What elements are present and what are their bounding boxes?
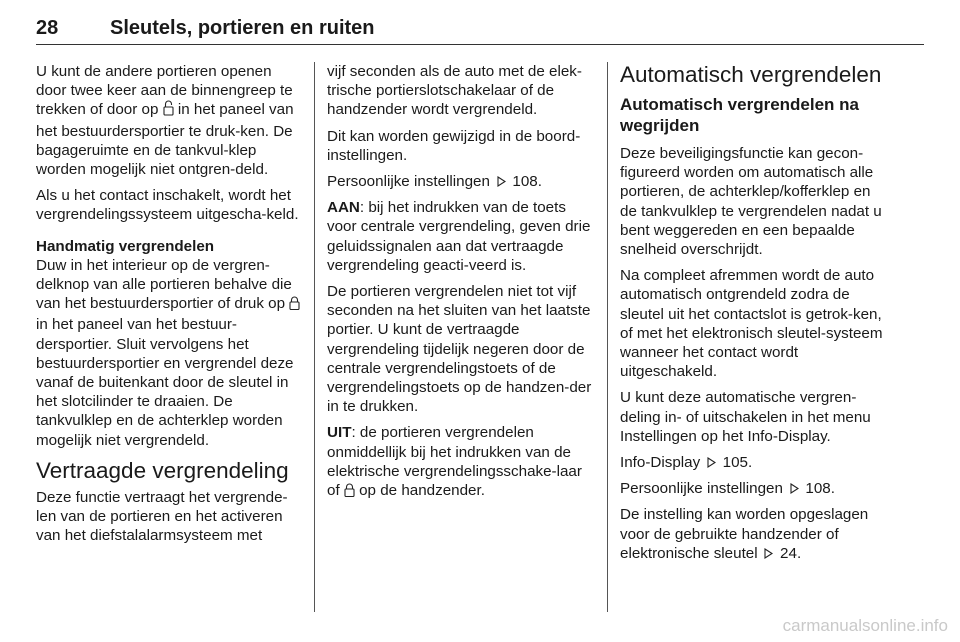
paragraph bbox=[620, 479, 888, 498]
column-right bbox=[620, 62, 888, 612]
column-middle bbox=[327, 62, 593, 612]
text: 24. bbox=[775, 544, 802, 562]
triangle-right-icon bbox=[494, 172, 508, 191]
text: Info-Display bbox=[620, 454, 705, 472]
page-header bbox=[36, 8, 924, 45]
paragraph bbox=[327, 172, 593, 191]
padlock-open-icon bbox=[163, 100, 174, 121]
paragraph: U kunt deze automatische vergren-deling in- of uitschakelen in het menu Instellingen op het Info-Display. bbox=[620, 389, 871, 445]
paragraph bbox=[620, 453, 888, 472]
paragraph: De portieren vergrendelen niet tot vijf seconden na het sluiten van het laatste portier. U kunt de vertraagde vergrendeling tijdelijk negeren door de centrale vergrendelingstoets of de vergrendelingstoets op de handzen-der in te drukken. bbox=[327, 283, 592, 416]
text: in het paneel van het bestuur-dersportier. Sluit vervolgens het bestuurdersportier en vergrendel deze vanaf de buitenkant door de sleutel in het slotcilinder te draaien. De tankvulklep en de achterklep worden mogelijk niet vergrendeld. bbox=[36, 316, 294, 449]
text: Persoonlijke instellingen bbox=[620, 480, 788, 498]
paragraph: Deze functie vertraagt het vergrende-len van de portieren en het activeren van het diefstalalarmsysteem met bbox=[36, 488, 288, 545]
text: U kunt de andere portieren openen door twee keer aan de binnengreep te trekken of door op bbox=[36, 63, 293, 119]
column-left bbox=[36, 62, 304, 612]
text: : de portieren vergrendelen onmiddellijk bij het indrukken van de elektrische vergrendelingsschake-laar of bbox=[327, 424, 582, 500]
text: in het paneel van het bestuurdersportier te druk-ken. De bagageruimte en de tankvul-klep worden mogelijk niet ontgren-deld. bbox=[36, 101, 294, 179]
paragraph bbox=[327, 423, 593, 502]
paragraph: Dit kan worden gewijzigd in de boord-instellingen. bbox=[327, 127, 581, 164]
section-heading: Vertraagde vergrendeling bbox=[36, 457, 289, 483]
text: 105. bbox=[718, 454, 753, 472]
text: De instelling kan worden opgeslagen voor de gebruikte handzender of elektronische sleutel bbox=[620, 506, 869, 562]
subsection-heading: Automatisch vergrendelen na wegrijden bbox=[620, 95, 860, 135]
subheading: Handmatig vergrendelen bbox=[36, 237, 215, 255]
paragraph bbox=[620, 505, 888, 563]
paragraph: Na compleet afremmen wordt de auto automatisch ontgrendeld zodra de sleutel uit het contactslot is getrok-ken, of met het elektronisch sleutel-systeem wanneer het contact wordt uitgeschakeld. bbox=[620, 267, 883, 381]
text: : bij het indrukken van de toets voor centrale vergrendeling, geven drie geluidssignalen aan dat vertraagde vergrendeling geacti-veerd is. bbox=[327, 199, 591, 274]
paragraph: vijf seconden als de auto met de elek-trische portierslotschakelaar of de handzender wordt vergrendeld. bbox=[327, 63, 582, 119]
section-heading: Automatisch vergrendelen bbox=[620, 62, 882, 87]
text: 108. bbox=[801, 480, 835, 498]
text: op de handzender. bbox=[354, 482, 485, 500]
text: Duw in het interieur op de vergren-delknop van alle portieren behalve die van het bestuurdersportier of druk op bbox=[36, 256, 292, 313]
column-divider bbox=[314, 62, 315, 612]
paragraph: Deze beveiligingsfunctie kan gecon-figureerd worden om automatisch alle portieren, de achterklep/kofferklep en de tankvulklep te vergrendelen nadat u bent weggereden en een bepaalde snelheid overschrijdt. bbox=[620, 145, 882, 259]
option-key: UIT bbox=[327, 424, 352, 442]
paragraph bbox=[36, 256, 304, 450]
paragraph bbox=[36, 62, 304, 179]
text: 108. bbox=[508, 173, 542, 191]
triangle-right-icon bbox=[704, 453, 718, 472]
padlock-closed-icon bbox=[344, 483, 355, 502]
watermark: carmanualsonline.info bbox=[782, 616, 948, 635]
page-number: 28 bbox=[36, 17, 59, 39]
triangle-right-icon bbox=[762, 544, 776, 563]
page-title: Sleutels, portieren en ruiten bbox=[110, 17, 375, 39]
paragraph bbox=[327, 198, 593, 275]
option-key: AAN bbox=[327, 199, 360, 217]
paragraph: Als u het contact inschakelt, wordt het vergrendelingssysteem uitgescha-keld. bbox=[36, 187, 299, 224]
column-divider bbox=[607, 62, 608, 612]
padlock-closed-icon bbox=[289, 296, 300, 315]
triangle-right-icon bbox=[787, 479, 801, 498]
text: Persoonlijke instellingen bbox=[327, 173, 495, 191]
